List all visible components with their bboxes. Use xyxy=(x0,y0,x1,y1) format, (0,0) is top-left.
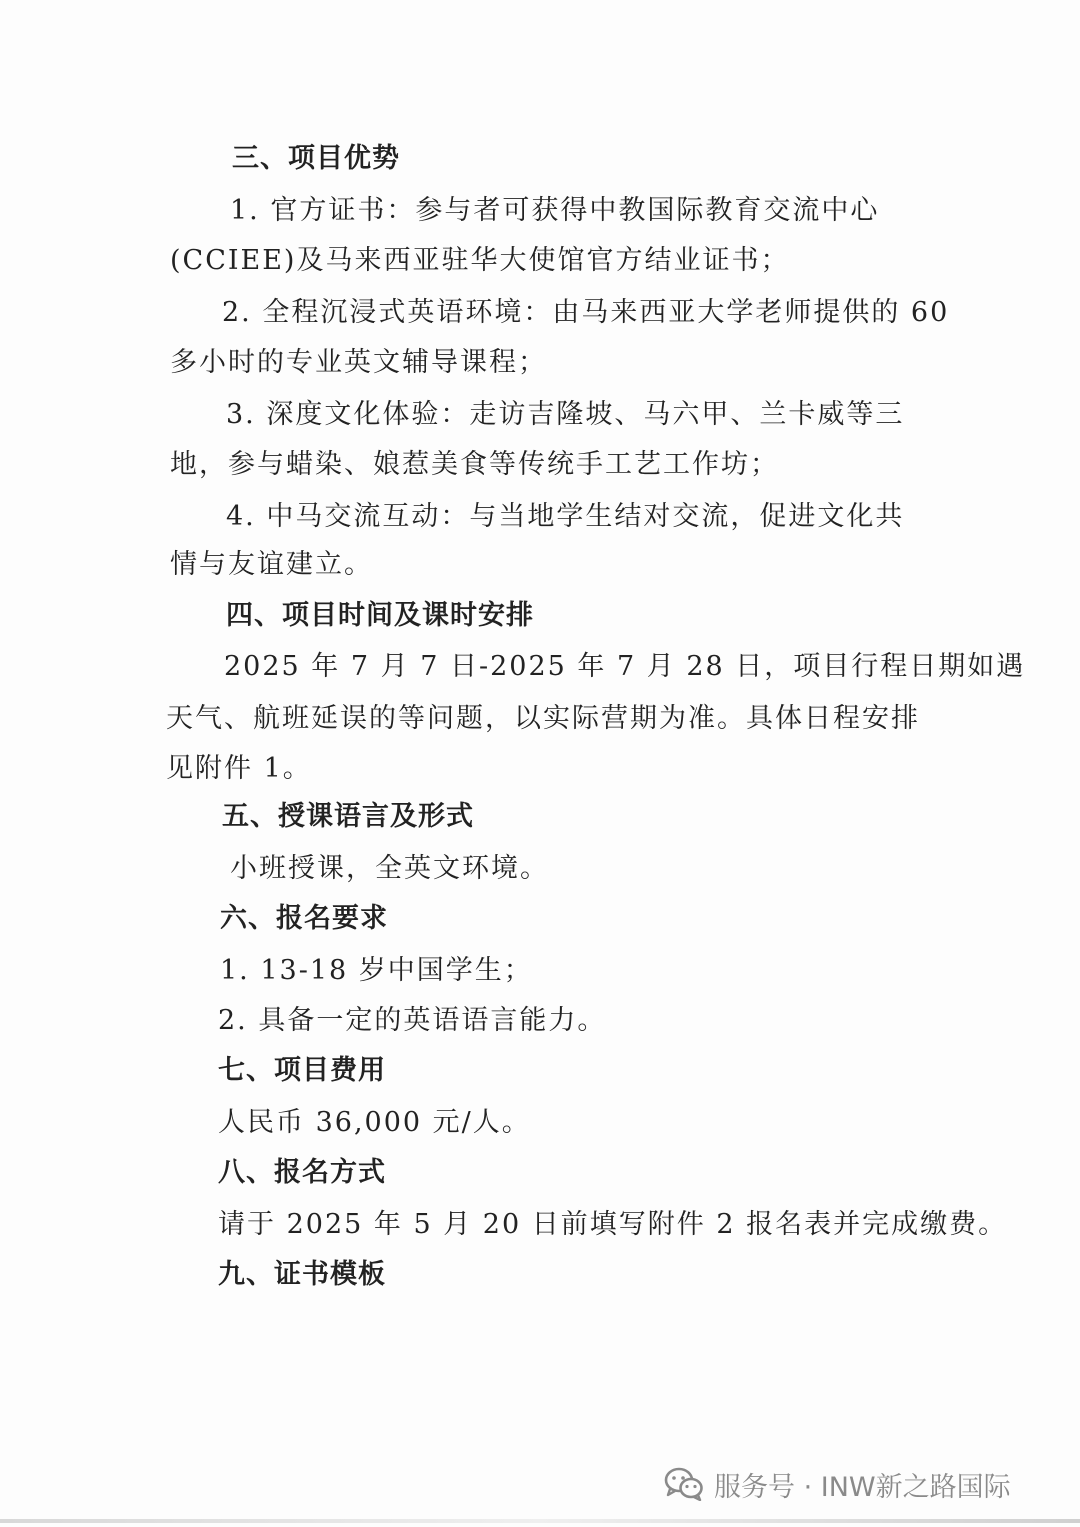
s3-item-1-line-1: 1. 官方证书：参与者可获得中教国际教育交流中心 xyxy=(230,195,880,226)
s7-line-1: 人民币 36,000 元/人。 xyxy=(218,1107,531,1138)
section-5-title: 五、授课语言及形式 xyxy=(222,801,474,832)
s4-line-3: 见附件 1。 xyxy=(166,753,312,784)
s3-item-3-line-2: 地，参与蜡染、娘惹美食等传统手工艺工作坊； xyxy=(170,449,779,480)
wechat-watermark xyxy=(664,1462,1011,1506)
s3-item-2-line-1: 2. 全程沉浸式英语环境：由马来西亚大学老师提供的 60 xyxy=(222,297,950,328)
section-7-title: 七、项目费用 xyxy=(218,1055,386,1086)
s4-line-2: 天气、航班延误的等问题，以实际营期为准。具体日程安排 xyxy=(166,703,920,734)
s3-item-2-line-2: 多小时的专业英文辅导课程； xyxy=(170,347,547,378)
wechat-icon xyxy=(664,1467,704,1501)
s5-line-1: 小班授课，全英文环境。 xyxy=(230,853,549,884)
s3-item-1-line-2: (CCIEE)及马来西亚驻华大使馆官方结业证书； xyxy=(170,245,790,276)
section-3-title: 三、项目优势 xyxy=(232,143,400,174)
s3-item-3-line-1: 3. 深度文化体验：走访吉隆坡、马六甲、兰卡威等三 xyxy=(226,399,905,430)
section-9-title: 九、证书模板 xyxy=(218,1259,386,1290)
s6-line-1: 1. 13-18 岁中国学生； xyxy=(220,955,533,986)
s6-line-2: 2. 具备一定的英语语言能力。 xyxy=(218,1005,607,1036)
s3-item-4-line-1: 4. 中马交流互动：与当地学生结对交流，促进文化共 xyxy=(226,501,905,532)
watermark-text: 服务号 · INW新之路国际 xyxy=(714,1471,1011,1503)
section-6-title: 六、报名要求 xyxy=(220,903,388,934)
s8-line-1: 请于 2025 年 5 月 20 日前填写附件 2 报名表并完成缴费。 xyxy=(218,1209,1008,1240)
scan-edge xyxy=(0,1519,1080,1523)
section-8-title: 八、报名方式 xyxy=(218,1157,386,1188)
section-4-title: 四、项目时间及课时安排 xyxy=(226,600,534,631)
s3-item-4-line-2: 情与友谊建立。 xyxy=(170,549,373,580)
s4-line-1: 2025 年 7 月 7 日-2025 年 7 月 28 日，项目行程日期如遇 xyxy=(224,651,1026,682)
